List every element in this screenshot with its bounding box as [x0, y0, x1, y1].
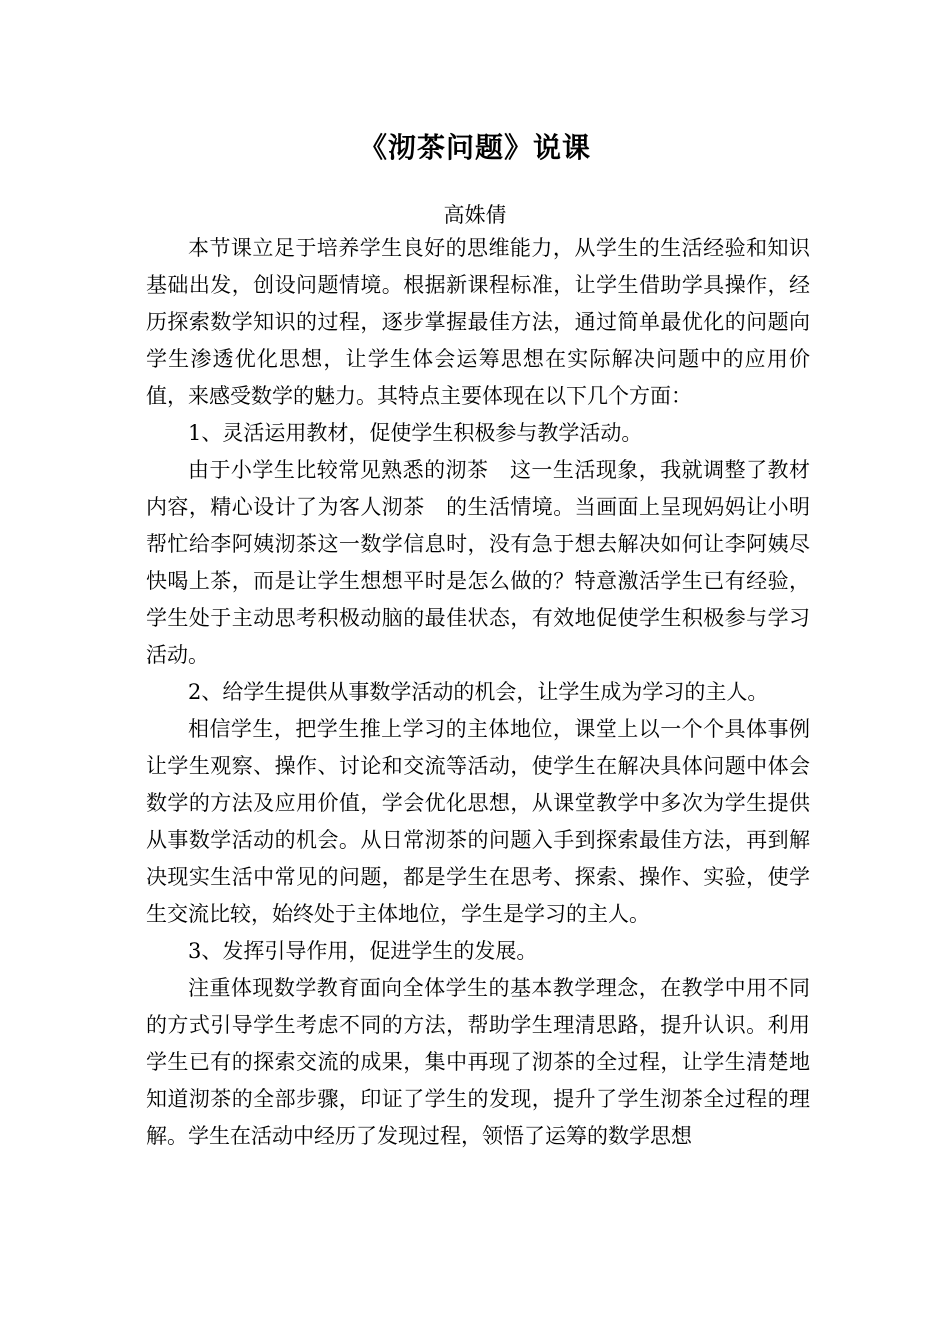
paragraph-heading-1: 1、灵活运用教材，促使学生积极参与教学活动。: [188, 421, 643, 445]
paragraph-heading-2: 2、给学生提供从事数学活动的机会，让学生成为学习的主人。: [188, 680, 769, 704]
paragraph-2: 相信学生，把学生推上学习的主体地位，课堂上以一个个具体事例让学生观察、操作、讨论和交流等活动，使学生在解决具体问题中体会数学的方法及应用价值，学会优化思想，从课堂教学中多次为学生提供从事数学活动的机会。从日常沏茶的问题入手到探索最佳方法，再到解决现实生活中常见的问题，都是学生在思考、探索、操作、实验，使学生交流比较，始终处于主体地位，学生是学习的主人。: [146, 717, 810, 926]
paragraph-intro: 本节课立足于培养学生良好的思维能力，从学生的生活经验和知识基础出发，创设问题情境。根据新课程标准，让学生借助学具操作，经历探索数学知识的过程，逐步掌握最佳方法，通过简单最优化的问题向学生渗透优化思想，让学生体会运筹思想在实际解决问题中的应用价值，来感受数学的魅力。其特点主要体现在以下几个方面：: [146, 236, 810, 408]
paragraph-heading-3: 3、发挥引导作用，促进学生的发展。: [188, 939, 538, 963]
paragraph-1: 由于小学生比较常见熟悉的沏茶 这一生活现象，我就调整了教材内容，精心设计了为客人沏茶 的生活情境。当画面上呈现妈妈让小明帮忙给李阿姨沏茶这一数学信息时，没有急于想去解决如何让李阿姨尽快喝上茶，而是让学生想想平时是怎么做的？特意激活学生已有经验，学生处于主动思考积极动脑的最佳状态，有效地促使学生积极参与学习活动。: [146, 458, 810, 667]
document-title: 《沏茶问题》说课: [358, 131, 591, 164]
document-body: [146, 230, 810, 1155]
paragraph-3: 注重体现数学教育面向全体学生的基本教学理念，在教学中用不同的方式引导学生考虑不同的方法，帮助学生理清思路，提升认识。利用学生已有的探索交流的成果，集中再现了沏茶的全过程，让学生清楚地知道沏茶的全部步骤，印证了学生的发现，提升了学生沏茶全过程的理解。学生在活动中经历了发现过程，领悟了运筹的数学思想: [146, 976, 810, 1148]
author-name: 高姝倩: [443, 203, 507, 227]
